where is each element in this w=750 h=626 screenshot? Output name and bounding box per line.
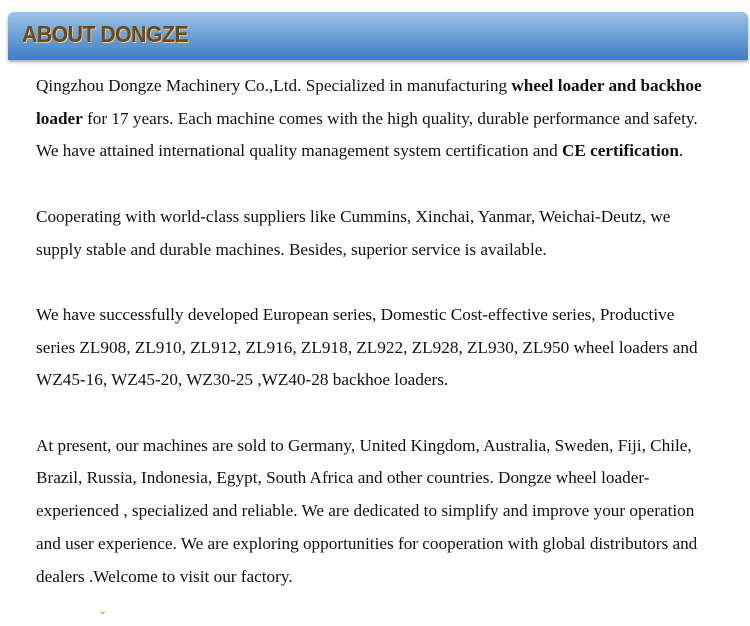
intro-products: wheel loader and backhoe loader (36, 76, 702, 128)
about-content (36, 70, 716, 626)
paragraph-intro (36, 70, 716, 168)
paragraph-suppliers: Cooperating with world-class suppliers like Cummins, Xinchai, Yanmar, Weichai-Deutz, we supply stable and durable machines. Besides, superior service is available. (36, 206, 671, 259)
caret-mark-icon: ⌄ (98, 604, 108, 617)
intro-ce: CE certification (561, 141, 679, 161)
intro-text-1: Qingzhou Dongze Machinery Co.,Ltd. Specialized in manufacturing (36, 76, 512, 95)
intro-text-2: for 17 years. Each machine comes with the high quality, durable performance and safety. We have attained international quality management system certification and (36, 108, 698, 161)
paragraph-series: We have successfully developed European series, Domestic Cost-effective series, Productive series ZL908, ZL910, ZL912, ZL916, ZL918, ZL922, ZL928, ZL930, ZL950 wheel loaders and WZ45-16, WZ45-20, WZ30-25 ,WZ40-28 backhoe loaders. (36, 304, 698, 390)
intro-text-3: . (678, 141, 684, 161)
section-title: ABOUT DONGZE (22, 21, 189, 47)
paragraph-markets: At present, our machines are sold to Germany, United Kingdom, Australia, Sweden, Fiji, Chile, Brazil, Russia, Indonesia, Egypt, South Africa and other countries. Dongze wheel loader-experienced , specialized and reliable. We are dedicated to simplify and improve your operation and user experience. We are exploring opportunities for cooperation with global distributors and dealers .Welcome to visit our factory. (36, 435, 698, 586)
section-header (0, 12, 750, 62)
